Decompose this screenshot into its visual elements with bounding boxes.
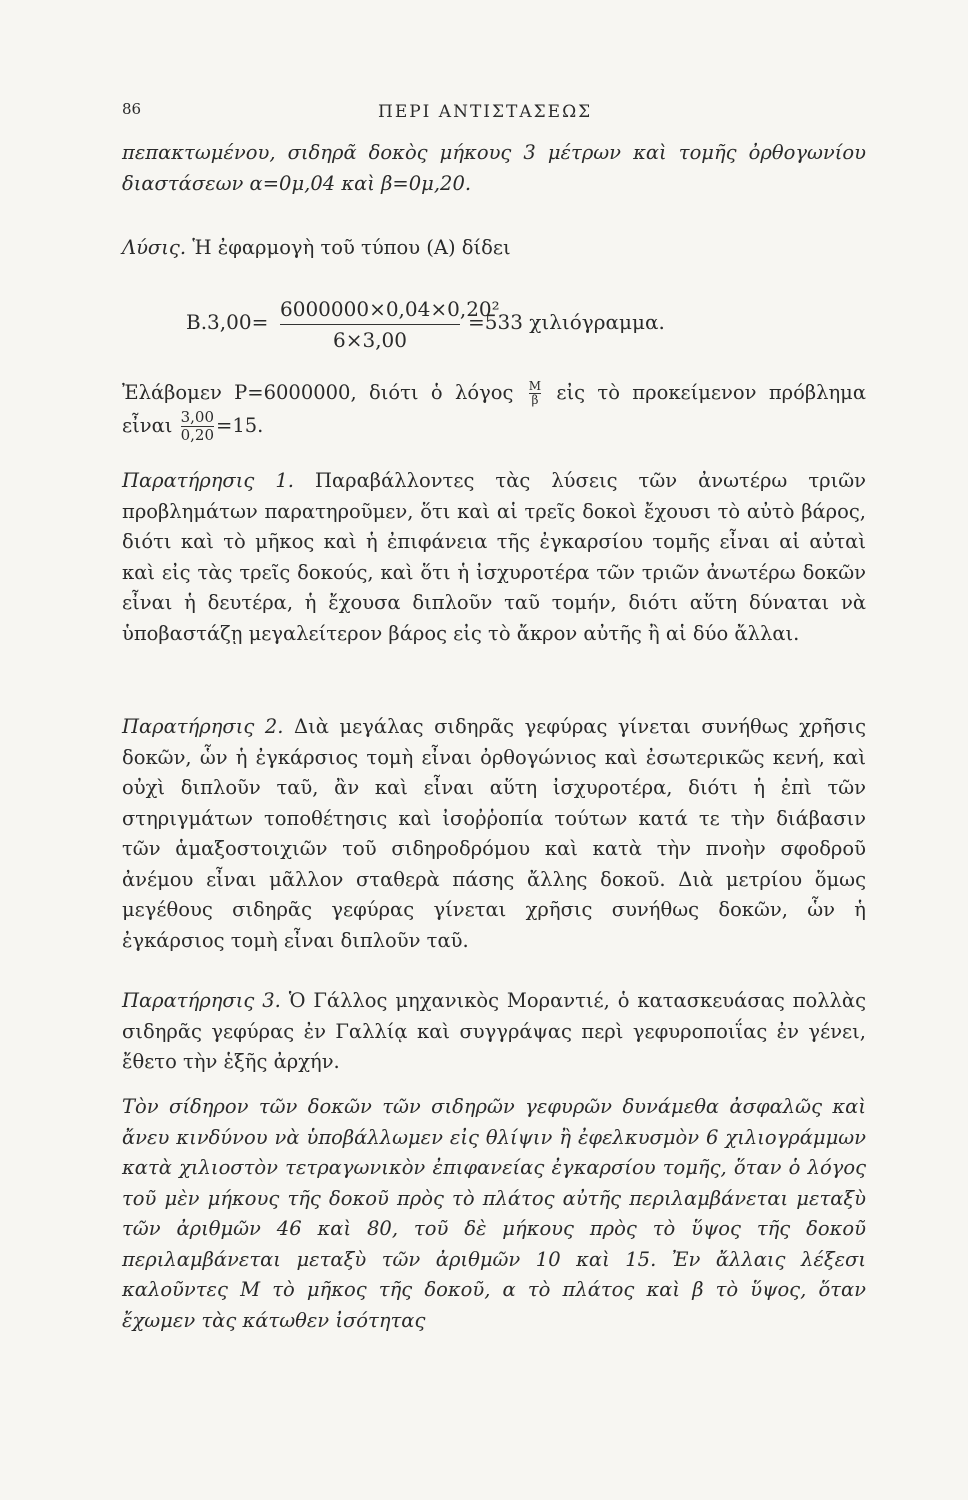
value-denominator: 0,20 <box>180 425 215 444</box>
solution-label: Λύσις. <box>122 236 187 259</box>
problem-statement: πεπακτωμένου, σιδηρᾶ δοκὸς μήκους 3 μέτρων καὶ τομῆς ὀρθογωνίου διαστάσεων α=0μ,04 καὶ β=0μ,20. <box>122 141 866 195</box>
equation-lhs: B.3,00= <box>186 310 269 334</box>
remark-1 <box>122 466 866 649</box>
solution-intro: Ἡ ἐφαρμογὴ τοῦ τύπου (Α) δίδει <box>192 236 511 259</box>
remark-3 <box>122 986 866 1078</box>
fraction-bar <box>280 324 460 325</box>
solution-line <box>122 233 866 264</box>
remark-1-label: Παρατήρησις 1. <box>122 469 294 492</box>
running-title: ΠΕΡΙ ΑΝΤΙΣΤΑΣΕΩΣ <box>378 102 593 122</box>
remark-3-text: Ὁ Γάλλος μηχανικὸς Μοραντιέ, ὁ κατασκευάσας πολλὰς σιδηρᾶς γεφύρας ἐν Γαλλίᾳ καὶ συγγράψας περὶ γεφυροποιΐας ἐν γένει, ἔθετο τὴν ἑξῆς ἀρχήν. <box>122 989 866 1073</box>
remark-1-text: Παραβάλλοντες τὰς λύσεις τῶν ἀνωτέρω τριῶν προβλημάτων παρατηροῦμεν, ὅτι καὶ αἱ τρεῖς δοκοὶ ἔχουσι τὸ αὐτὸ βάρος, διότι καὶ τὸ μῆκος καὶ ἡ ἐπιφάνεια τῆς ἐγκαρσίου τομῆς εἶναι αἱ αὐταὶ καὶ εἰς τὰς τρεῖς δοκούς, καὶ ὅτι ἡ ἰσχυροτέρα τῶν τριῶν ἀνωτέρω δοκῶν εἶναι ἡ δευτέρα, ἡ ἔχουσα διπλοῦν ταῦ τομήν, διότι αὕτη δύναται νὰ ὑποβαστάζῃ μεγαλείτερον βάρος εἰς τὸ ἄκρον αὐτῆς ἢ αἱ δύο ἄλλαι. <box>122 469 867 645</box>
note-after: εἰς τὸ προκείμενον πρόβλημα εἶναι <box>122 381 867 437</box>
note-result: =15. <box>216 413 264 437</box>
ratio-numerator: M <box>528 379 542 393</box>
note-paragraph <box>122 378 866 444</box>
note-before: Ἐλάβομεν P=6000000, διότι ὁ λόγος <box>122 381 514 404</box>
equation <box>186 296 826 356</box>
page-header <box>0 100 968 130</box>
remark-2-label: Παρατήρησις 2. <box>122 715 284 738</box>
remark-2-text: Διὰ μεγάλας σιδηρᾶς γεφύρας γίνεται συνήθως χρῆσις δοκῶν, ὧν ἡ ἐγκάρσιος τομὴ εἶναι ὀρθογώνιος καὶ ἐσωτερικῶς κενή, καὶ οὐχὶ διπλοῦν ταῦ, ἂν καὶ εἶναι αὕτη ἰσχυροτέρα, διότι ἡ ἐπὶ τῶν στηριγμάτων τοποθέτησις καὶ ἰσοῤῥοπία τούτων κατά τε τὴν διάβασιν τῶν ἁμαξοστοιχιῶν τοῦ σιδηροδρόμου καὶ κατὰ τὴν πνοὴν σφοδροῦ ἀνέμου εἶναι μᾶλλον σταθερὰ πάσης ἄλλης δοκοῦ. Διὰ μετρίου ὅμως μεγέθους σιδηρᾶς γεφύρας γίνεται χρῆσις συνήθως δοκῶν, ὧν ἡ ἐγκάρσιος τομὴ εἶναι διπλοῦν ταῦ. <box>122 715 866 952</box>
equation-numerator: 6000000×0,04×0,20² <box>280 297 500 321</box>
ratio-fraction <box>529 380 541 407</box>
equation-fraction <box>280 296 500 353</box>
equation-denominator: 6×3,00 <box>332 328 407 352</box>
remark-3-label: Παρατήρησις 3. <box>122 989 281 1012</box>
page-number: 86 <box>122 100 142 118</box>
morandiere-principle: Τὸν σίδηρον τῶν δοκῶν τῶν σιδηρῶν γεφυρῶν δυνάμεθα ἀσφαλῶς καὶ ἄνευ κινδύνου νὰ ὑποβάλλωμεν εἰς θλίψιν ἢ ἐφελκυσμὸν 6 χιλιογράμμων κατὰ χιλιοστὸν τετραγωνικὸν ἐπιφανείας ἐγκαρσίου τομῆς, ὅταν ὁ λόγος τοῦ μὲν μήκους τῆς δοκοῦ πρὸς τὸ πλάτος αὐτῆς περιλαμβάνεται μεταξὺ τῶν ἀριθμῶν 46 καὶ 80, τοῦ δὲ μήκους πρὸς τὸ ὕψος τῆς δοκοῦ περιλαμβάνεται μεταξὺ τῶν ἀριθμῶν 10 καὶ 15. Ἐν ἄλλαις λέξεσι καλοῦντες Μ τὸ μῆκος τῆς δοκοῦ, α τὸ πλάτος καὶ β τὸ ὕψος, ὅταν ἔχωμεν τὰς κάτωθεν ἰσότητας <box>122 1095 866 1332</box>
value-numerator: 3,00 <box>180 407 215 426</box>
value-fraction <box>181 409 214 444</box>
remark-2 <box>122 712 866 956</box>
ratio-denominator: β <box>529 393 541 407</box>
equation-rhs: =533 χιλιόγραμμα. <box>468 310 665 334</box>
